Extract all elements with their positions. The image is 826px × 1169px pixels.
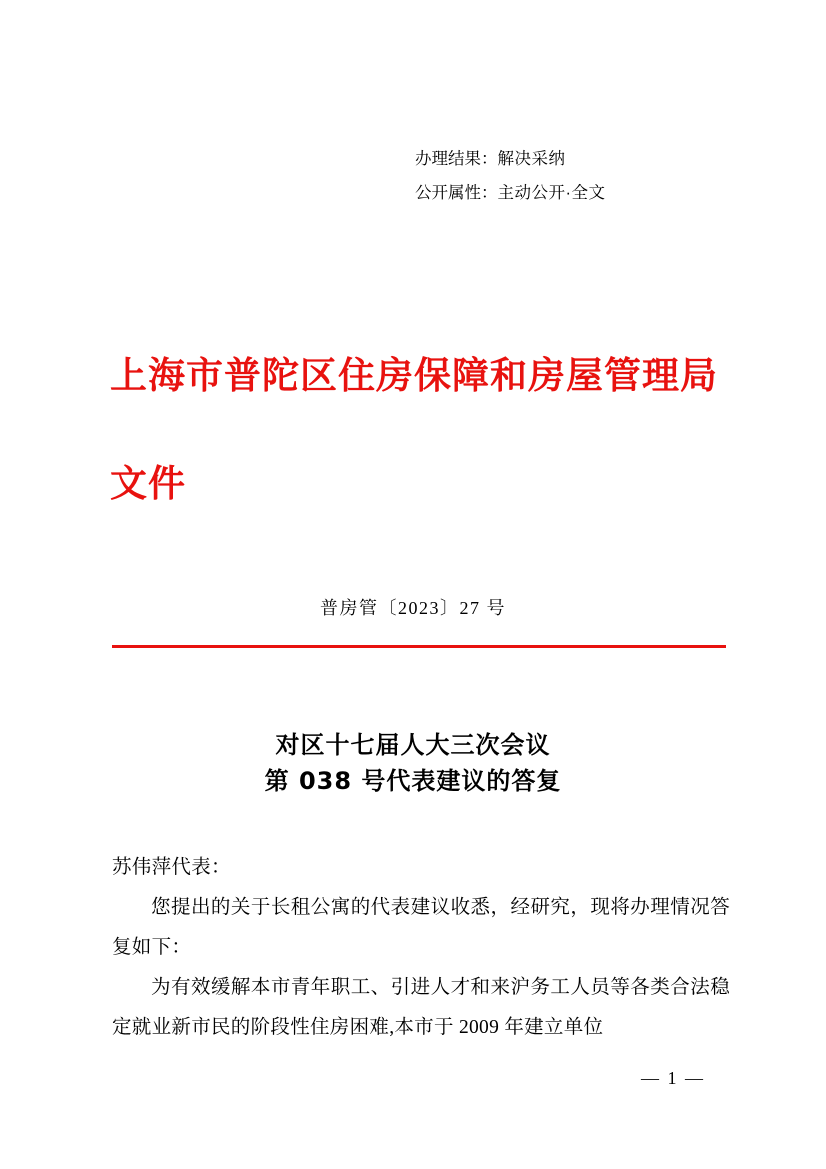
- disclosure-attribute-row: [415, 176, 606, 210]
- handling-result-row: [415, 142, 606, 176]
- body-paragraph-1: 您提出的关于长租公寓的代表建议收悉，经研究，现将办理情况答复如下：: [112, 897, 730, 958]
- document-number: 普房管〔2023〕27 号: [320, 598, 506, 618]
- page-number-footer: [0, 1068, 826, 1089]
- salutation: 苏伟萍代表：: [112, 857, 231, 878]
- handling-result-label: 办理结果：: [415, 150, 498, 168]
- red-separator-rule: [112, 645, 726, 648]
- disclosure-attribute-value: 主动公开·全文: [497, 184, 606, 202]
- document-subject: [0, 727, 826, 799]
- document-title: 上海市普陀区住房保障和房屋管理局文件: [110, 354, 718, 505]
- document-body: [112, 848, 730, 1048]
- handling-result-value: 解决采纳: [497, 150, 566, 168]
- subject-line-1: 对区十七届人大三次会议: [275, 731, 551, 759]
- subject-line-2: 第 038 号代表建议的答复: [264, 767, 562, 795]
- disclosure-attribute-label: 公开属性：: [415, 184, 498, 202]
- page-number-value: — 1 —: [641, 1068, 705, 1088]
- body-paragraph-2: 为有效缓解本市青年职工、引进人才和来沪务工人员等各类合法稳定就业新市民的阶段性住房困难,本市于 2009 年建立单位: [112, 977, 730, 1038]
- document-meta: [415, 142, 606, 210]
